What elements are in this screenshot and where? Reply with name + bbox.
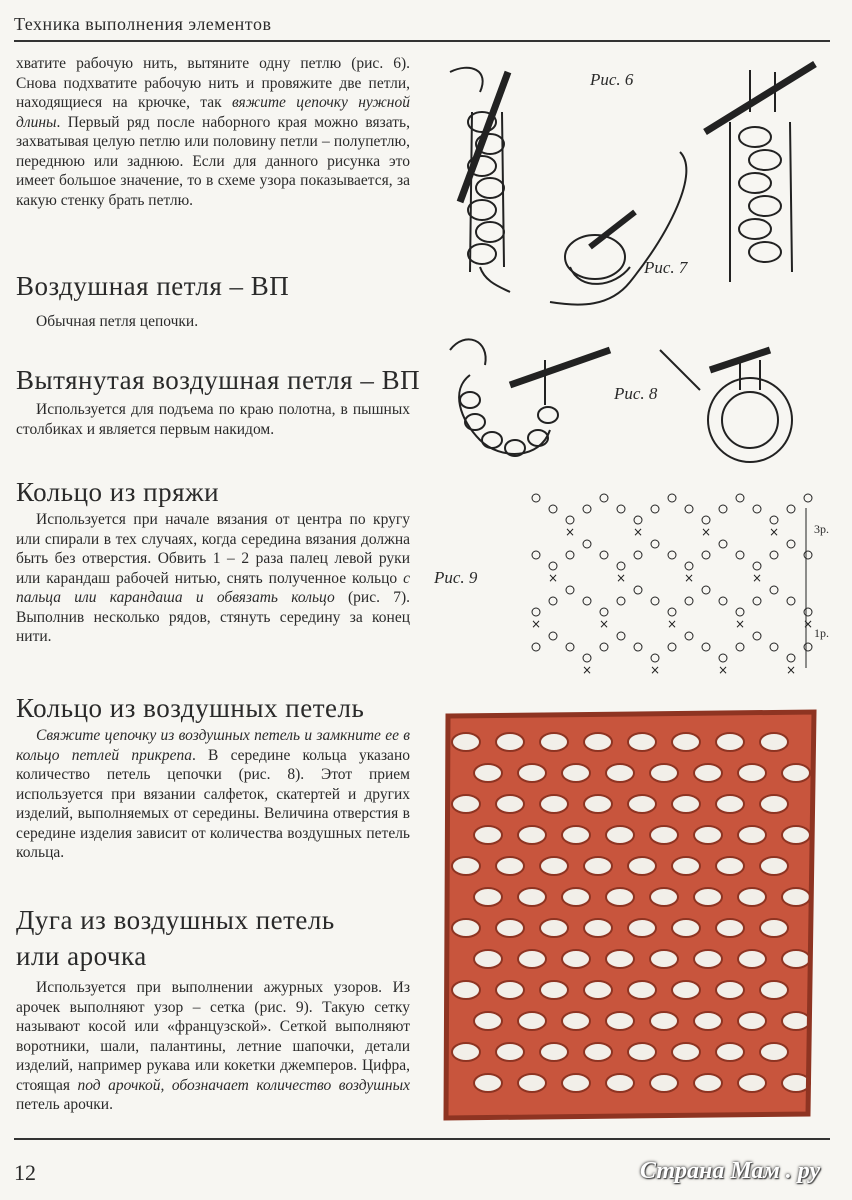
- mesh-hole: [738, 764, 766, 782]
- mesh-hole: [606, 1012, 634, 1030]
- section-title-yarn-ring: Кольцо из пряжи: [16, 477, 220, 507]
- mesh-hole: [650, 764, 678, 782]
- chain-stitch-symbol: [719, 597, 727, 605]
- mesh-hole: [540, 1043, 568, 1061]
- chain-stitch-symbol: [549, 562, 557, 570]
- mesh-hole: [562, 1074, 590, 1092]
- mesh-hole: [496, 919, 524, 937]
- mesh-hole: [782, 1012, 810, 1030]
- mesh-hole: [716, 981, 744, 999]
- mesh-hole: [760, 733, 788, 751]
- chain-stitch-symbol: [600, 608, 608, 616]
- single-crochet-symbol: ×: [785, 663, 797, 677]
- chain-stitch-symbol: [787, 654, 795, 662]
- mesh-hole: [782, 888, 810, 906]
- caption-fig7: Рис. 7: [644, 258, 688, 277]
- caption-fig9: Рис. 9: [434, 568, 478, 587]
- chain-stitch-symbol: [566, 551, 574, 559]
- mesh-hole: [628, 733, 656, 751]
- mesh-hole: [628, 919, 656, 937]
- mesh-hole: [518, 764, 546, 782]
- single-crochet-symbol: ×: [666, 617, 678, 631]
- single-crochet-symbol: ×: [751, 571, 763, 585]
- mesh-hole: [694, 888, 722, 906]
- chain-stitch-symbol: [651, 597, 659, 605]
- mesh-hole: [584, 981, 612, 999]
- chain-stitch-symbol: [651, 505, 659, 513]
- chain-stitch-symbol: [702, 516, 710, 524]
- section-text-elongated-chain: Используется для подъема по краю полотна, в пышных столбиках и является первым накидом.: [16, 401, 410, 438]
- chain-stitch-symbol: [651, 540, 659, 548]
- caption-fig8: Рис. 8: [614, 384, 658, 403]
- mesh-hole: [672, 857, 700, 875]
- mesh-hole: [518, 1012, 546, 1030]
- single-crochet-symbol: ×: [547, 571, 559, 585]
- chain-stitch-symbol: [532, 494, 540, 502]
- mesh-hole: [452, 919, 480, 937]
- mesh-hole: [474, 888, 502, 906]
- mesh-hole: [540, 795, 568, 813]
- mesh-hole: [474, 950, 502, 968]
- mesh-hole: [694, 764, 722, 782]
- mesh-hole: [782, 764, 810, 782]
- mesh-hole: [738, 950, 766, 968]
- chain-stitch-symbol: [617, 505, 625, 513]
- section-text-arch: Используется при выполнении ажурных узоров. Из арочек выполняют узор – сетка (рис. 9). Такую сетку называют косой или «французской». Сеткой выполняют воротники, шали, палантины, летние шапочки, детали изделий, например рукава или кокетки джемперов. Цифра, стоящая под арочкой, обозначает количество воздушных петель арочки.: [16, 979, 410, 1113]
- running-header: Техника выполнения элементов: [14, 14, 272, 34]
- mesh-hole: [628, 981, 656, 999]
- figure-9-arch-net-diagram: [526, 488, 826, 684]
- chain-stitch-symbol: [770, 516, 778, 524]
- chain-stitch-symbol: [804, 494, 812, 502]
- mesh-hole: [584, 733, 612, 751]
- chain-stitch-symbol: [668, 494, 676, 502]
- mesh-hole: [716, 795, 744, 813]
- single-crochet-symbol: ×: [615, 571, 627, 585]
- chain-stitch-symbol: [753, 632, 761, 640]
- mesh-hole: [474, 1012, 502, 1030]
- mesh-hole: [738, 826, 766, 844]
- mesh-hole: [782, 1074, 810, 1092]
- chain-stitch-symbol: [668, 551, 676, 559]
- mesh-hole: [606, 1074, 634, 1092]
- section-title-chain-ring: Кольцо из воздушных петель: [16, 693, 365, 723]
- mesh-hole: [496, 857, 524, 875]
- single-crochet-symbol: ×: [564, 525, 576, 539]
- chain-stitch-symbol: [532, 551, 540, 559]
- chain-stitch-symbol: [583, 597, 591, 605]
- mesh-hole: [496, 795, 524, 813]
- chain-stitch-symbol: [753, 505, 761, 513]
- chain-stitch-symbol: [668, 608, 676, 616]
- mesh-hole: [562, 888, 590, 906]
- mesh-hole: [672, 795, 700, 813]
- chain-stitch-symbol: [804, 608, 812, 616]
- section-title-chain-stitch: Воздушная петля – ВП: [16, 271, 290, 301]
- mesh-hole: [694, 950, 722, 968]
- mesh-hole: [474, 826, 502, 844]
- section-title-elongated-chain: Вытянутая воздушная петля – ВП: [16, 365, 421, 395]
- chain-stitch-symbol: [787, 540, 795, 548]
- single-crochet-symbol: ×: [802, 617, 814, 631]
- chain-stitch-symbol: [736, 494, 744, 502]
- mesh-hole: [606, 888, 634, 906]
- chain-stitch-symbol: [549, 505, 557, 513]
- header-rule: [14, 40, 830, 42]
- mesh-hole: [540, 857, 568, 875]
- mesh-hole: [562, 1012, 590, 1030]
- chain-stitch-symbol: [719, 654, 727, 662]
- section-text-yarn-ring: Используется при начале вязания от центра по кругу или спирали в тех случаях, когда середина вязания должна быть без отверстия. Обвить 1 – 2 раза палец левой руки или карандаш рабочей нитью, снять полученное кольцо с пальца или карандаша и обвязать кольцо (рис. 7). Выполнив несколько рядов, стянуть середину за конец нити.: [16, 511, 410, 645]
- mesh-hole: [606, 826, 634, 844]
- mesh-hole: [562, 764, 590, 782]
- chain-stitch-symbol: [651, 654, 659, 662]
- mesh-hole: [672, 981, 700, 999]
- figure-8-chain-ring-illustration: [430, 330, 830, 480]
- mesh-hole: [496, 981, 524, 999]
- chain-stitch-symbol: [583, 540, 591, 548]
- chain-stitch-symbol: [787, 597, 795, 605]
- single-crochet-symbol: ×: [632, 525, 644, 539]
- mesh-hole: [694, 826, 722, 844]
- mesh-hole: [628, 857, 656, 875]
- mesh-hole: [694, 1074, 722, 1092]
- single-crochet-symbol: ×: [768, 525, 780, 539]
- chain-stitch-symbol: [532, 608, 540, 616]
- chain-stitch-symbol: [702, 551, 710, 559]
- mesh-hole: [760, 919, 788, 937]
- mesh-hole: [496, 733, 524, 751]
- chain-stitch-symbol: [566, 586, 574, 594]
- mesh-hole: [650, 950, 678, 968]
- chain-stitch-symbol: [685, 505, 693, 513]
- mesh-hole: [738, 1074, 766, 1092]
- mesh-hole: [540, 981, 568, 999]
- mesh-hole: [672, 1043, 700, 1061]
- mesh-hole: [760, 1043, 788, 1061]
- mesh-hole: [584, 795, 612, 813]
- chain-stitch-symbol: [532, 643, 540, 651]
- watermark: Страна Мам . ру: [640, 1158, 821, 1184]
- mesh-hole: [738, 888, 766, 906]
- single-crochet-symbol: ×: [734, 617, 746, 631]
- chain-stitch-symbol: [804, 643, 812, 651]
- chain-stitch-symbol: [736, 551, 744, 559]
- chain-stitch-symbol: [583, 505, 591, 513]
- mesh-hole: [474, 764, 502, 782]
- mesh-hole: [540, 919, 568, 937]
- chain-stitch-symbol: [685, 562, 693, 570]
- footer-rule: [14, 1138, 830, 1140]
- single-crochet-symbol: ×: [581, 663, 593, 677]
- single-crochet-symbol: ×: [598, 617, 610, 631]
- mesh-hole: [760, 857, 788, 875]
- chain-stitch-symbol: [702, 643, 710, 651]
- mesh-hole: [738, 1012, 766, 1030]
- mesh-hole: [584, 857, 612, 875]
- single-crochet-symbol: ×: [683, 571, 695, 585]
- section-text-chain-stitch: Обычная петля цепочки.: [36, 313, 199, 330]
- chain-stitch-symbol: [600, 643, 608, 651]
- mesh-hole: [452, 733, 480, 751]
- mesh-hole: [452, 795, 480, 813]
- mesh-hole: [518, 826, 546, 844]
- caption-fig6: Рис. 6: [590, 70, 634, 89]
- chain-stitch-symbol: [668, 643, 676, 651]
- chain-stitch-symbol: [634, 586, 642, 594]
- mesh-hole: [672, 733, 700, 751]
- mesh-hole: [760, 795, 788, 813]
- mesh-hole: [716, 733, 744, 751]
- chain-stitch-symbol: [549, 597, 557, 605]
- mesh-hole: [584, 1043, 612, 1061]
- chain-stitch-symbol: [753, 562, 761, 570]
- mesh-hole: [782, 826, 810, 844]
- chain-stitch-symbol: [770, 643, 778, 651]
- mesh-hole: [628, 1043, 656, 1061]
- chain-stitch-symbol: [566, 643, 574, 651]
- single-crochet-symbol: ×: [530, 617, 542, 631]
- chain-stitch-symbol: [770, 586, 778, 594]
- chain-stitch-symbol: [617, 597, 625, 605]
- mesh-hole: [650, 888, 678, 906]
- mesh-hole: [518, 1074, 546, 1092]
- chain-stitch-symbol: [719, 540, 727, 548]
- chain-stitch-symbol: [617, 562, 625, 570]
- mesh-hole: [628, 795, 656, 813]
- mesh-hole: [496, 1043, 524, 1061]
- chain-stitch-symbol: [736, 643, 744, 651]
- chain-stitch-symbol: [583, 654, 591, 662]
- figure-6-chain-illustration: [430, 52, 830, 312]
- mesh-hole: [716, 1043, 744, 1061]
- chain-stitch-symbol: [736, 608, 744, 616]
- mesh-hole: [452, 1043, 480, 1061]
- mesh-hole: [452, 981, 480, 999]
- chain-stitch-symbol: [600, 551, 608, 559]
- mesh-hole: [474, 1074, 502, 1092]
- mesh-hole: [452, 857, 480, 875]
- mesh-hole: [716, 919, 744, 937]
- chain-stitch-symbol: [600, 494, 608, 502]
- mesh-hole: [518, 950, 546, 968]
- chain-stitch-symbol: [566, 516, 574, 524]
- chain-stitch-symbol: [549, 632, 557, 640]
- section-title-arch-line1: Дуга из воздушных петель: [16, 905, 335, 935]
- mesh-hole: [650, 1074, 678, 1092]
- chain-stitch-symbol: [685, 597, 693, 605]
- chain-stitch-symbol: [753, 597, 761, 605]
- chain-stitch-symbol: [719, 505, 727, 513]
- mesh-hole: [650, 1012, 678, 1030]
- mesh-hole: [562, 826, 590, 844]
- intro-paragraph: хватите рабочую нить, вытяните одну петлю (рис. 6). Снова подхватите рабочую нить и провяжите две петли, находящиеся на крючке, так вяжите цепочку нужной длины. Первый ряд после наборного края можно вязать, захватывая целую петлю или половину петли – полупетлю, переднюю или заднюю. Если для данного рисунка это имеет большое значение, то в схеме узора показывается, за какую стенку брать петлю.: [16, 55, 410, 209]
- page-number: 12: [14, 1160, 36, 1185]
- chain-stitch-symbol: [634, 516, 642, 524]
- mesh-hole: [782, 950, 810, 968]
- section-text-chain-ring: Свяжите цепочку из воздушных петель и замкните ее в кольцо петлей прикрепа. В середине кольца указано количество петель цепочки (рис. 8). Этот прием используется при вязании салфеток, скатертей и других изделий, выполняемых от середины. Величина отверстия в середине изделия зависит от количества воздушных петель кольца.: [16, 727, 410, 861]
- mesh-hole: [606, 950, 634, 968]
- chain-stitch-symbol: [702, 586, 710, 594]
- diagram-row-label-3: 3р.: [814, 522, 829, 536]
- chain-stitch-symbol: [685, 632, 693, 640]
- mesh-hole: [650, 826, 678, 844]
- chain-stitch-symbol: [634, 551, 642, 559]
- mesh-hole: [672, 919, 700, 937]
- mesh-hole: [716, 857, 744, 875]
- mesh-hole: [518, 888, 546, 906]
- mesh-hole: [694, 1012, 722, 1030]
- chain-stitch-symbol: [634, 643, 642, 651]
- mesh-hole: [606, 764, 634, 782]
- chain-stitch-symbol: [617, 632, 625, 640]
- chain-stitch-symbol: [770, 551, 778, 559]
- mesh-hole: [584, 919, 612, 937]
- chain-stitch-symbol: [787, 505, 795, 513]
- single-crochet-symbol: ×: [700, 525, 712, 539]
- mesh-hole: [562, 950, 590, 968]
- diagram-row-label-1: 1р.: [814, 626, 829, 640]
- chain-stitch-symbol: [804, 551, 812, 559]
- single-crochet-symbol: ×: [717, 663, 729, 677]
- single-crochet-symbol: ×: [649, 663, 661, 677]
- mesh-hole: [760, 981, 788, 999]
- mesh-hole: [540, 733, 568, 751]
- section-title-arch-line2: или арочка: [16, 941, 147, 971]
- crochet-mesh-sample-photo: [436, 706, 826, 1126]
